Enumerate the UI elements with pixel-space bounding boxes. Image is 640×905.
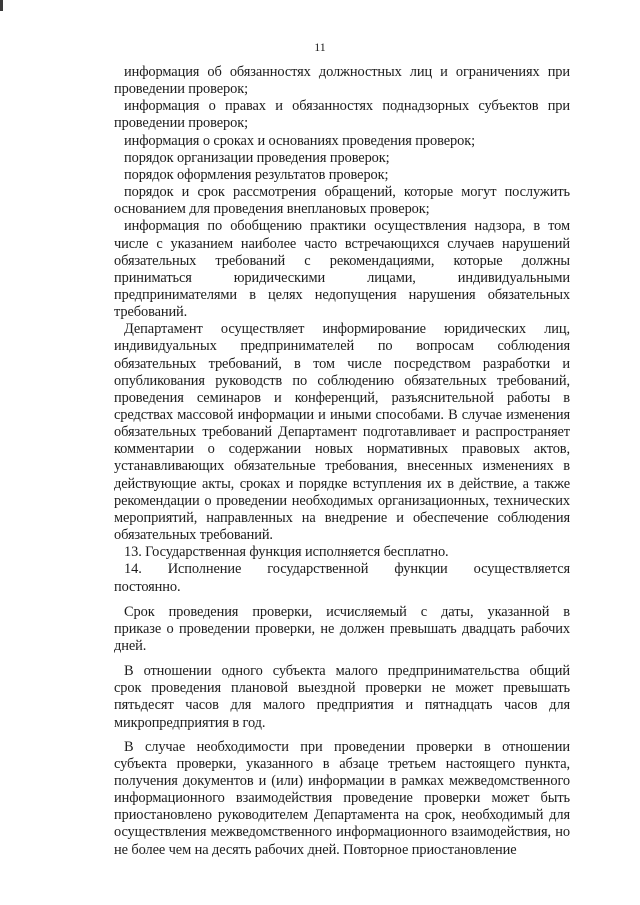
text-line: 13. Государственная функция исполняется бесплатно. [124, 544, 449, 561]
text-line: порядок организации проведения проверок; [124, 149, 390, 166]
text-line: информационного взаимодействия проведение проверки может быть [114, 790, 570, 807]
text-line: обязательных требований, в том числе посредством разработки и [114, 355, 570, 372]
text-line: не более чем на десять рабочих дней. Повторное приостановление [114, 841, 517, 858]
text-line: комментарии о содержании новых нормативных правовых актов, [114, 441, 570, 458]
text-line: субъекта проверки, указанного в абзаце третьем настоящего пункта, [114, 755, 570, 772]
text-line: основанием для проведения внеплановых проверок; [114, 201, 430, 218]
scan-corner-mark [0, 0, 3, 11]
text-line: числе с указанием наиболее часто встречающихся случаев нарушений [114, 235, 570, 252]
text-line: информация по обобщению практики осуществления надзора, в том [124, 218, 570, 235]
text-line: порядок оформления результатов проверок; [124, 166, 389, 183]
text-line: В случае необходимости при проведении проверки в отношении [124, 738, 570, 755]
text-line: В отношении одного субъекта малого предпринимательства общий [124, 663, 570, 680]
text-line: Срок проведения проверки, исчисляемый с даты, указанной в [124, 603, 570, 620]
text-line: дней. [114, 637, 147, 654]
text-line: информация о сроках и основаниях проведения проверок; [124, 132, 475, 149]
text-line: пятьдесят часов для малого предприятия и пятнадцать часов для [114, 697, 570, 714]
text-line: проведении проверок; [114, 115, 248, 132]
text-line: требований. [114, 304, 188, 321]
text-line: рекомендации о проведении необходимых организационных, технических [114, 492, 570, 509]
text-line: проведении проверок; [114, 81, 248, 98]
text-line: порядок и срок рассмотрения обращений, которые могут послужить [124, 184, 570, 200]
text-line: мероприятий, направленных на внедрение и обеспечение соблюдения [114, 509, 570, 526]
text-line: приостановлено руководителем Департамента на срок, необходимый для [114, 807, 570, 824]
page-number: 11 [314, 40, 326, 54]
text-line: обязательных требований. [114, 527, 273, 543]
text-line: действующие акты, сроках и порядке вступления их в действие, а также [114, 475, 570, 492]
text-line: срок проведения плановой выездной проверки не может превышать [114, 680, 570, 697]
text-line: информация об обязанностях должностных лиц и ограничениях при [124, 64, 570, 80]
text-line: проведения семинаров и конференций, разъяснительной работы в [114, 389, 570, 406]
text-line: опубликования руководств по соблюдению обязательных требований, [114, 372, 570, 389]
text-line: предпринимателями в целях недопущения нарушения обязательных [114, 286, 570, 303]
text-line: средствах массовой информации и иными способами. В случае изменения [114, 407, 570, 423]
text-line: устанавливающих обязательные требования, внесенных изменениях в [114, 458, 570, 475]
text-line: осуществления межведомственного информационного взаимодействия, но [114, 824, 570, 841]
text-line: обязательных требований с рекомендациями, которые должны [114, 252, 570, 269]
text-line: индивидуальных предпринимателей по вопросам соблюдения [114, 338, 570, 355]
text-line: Департамент осуществляет информирование юридических лиц, [124, 321, 570, 338]
text-line: приниматься юридическими лицами, индивидуальными [114, 269, 570, 286]
text-line: 14. Исполнение государственной функции осуществляется [124, 561, 570, 578]
text-line: информация о правах и обязанностях поднадзорных субъектов при [124, 98, 570, 115]
text-line: обязательных требований Департамент подготавливает и распространяет [114, 424, 570, 441]
text-line: получения документов и (или) информации в рамках межведомственного [114, 773, 570, 789]
text-line: микропредприятия в год. [114, 714, 266, 731]
text-line: постоянно. [114, 578, 181, 595]
text-line: приказе о проведении проверки, не должен превышать двадцать рабочих [114, 620, 570, 637]
